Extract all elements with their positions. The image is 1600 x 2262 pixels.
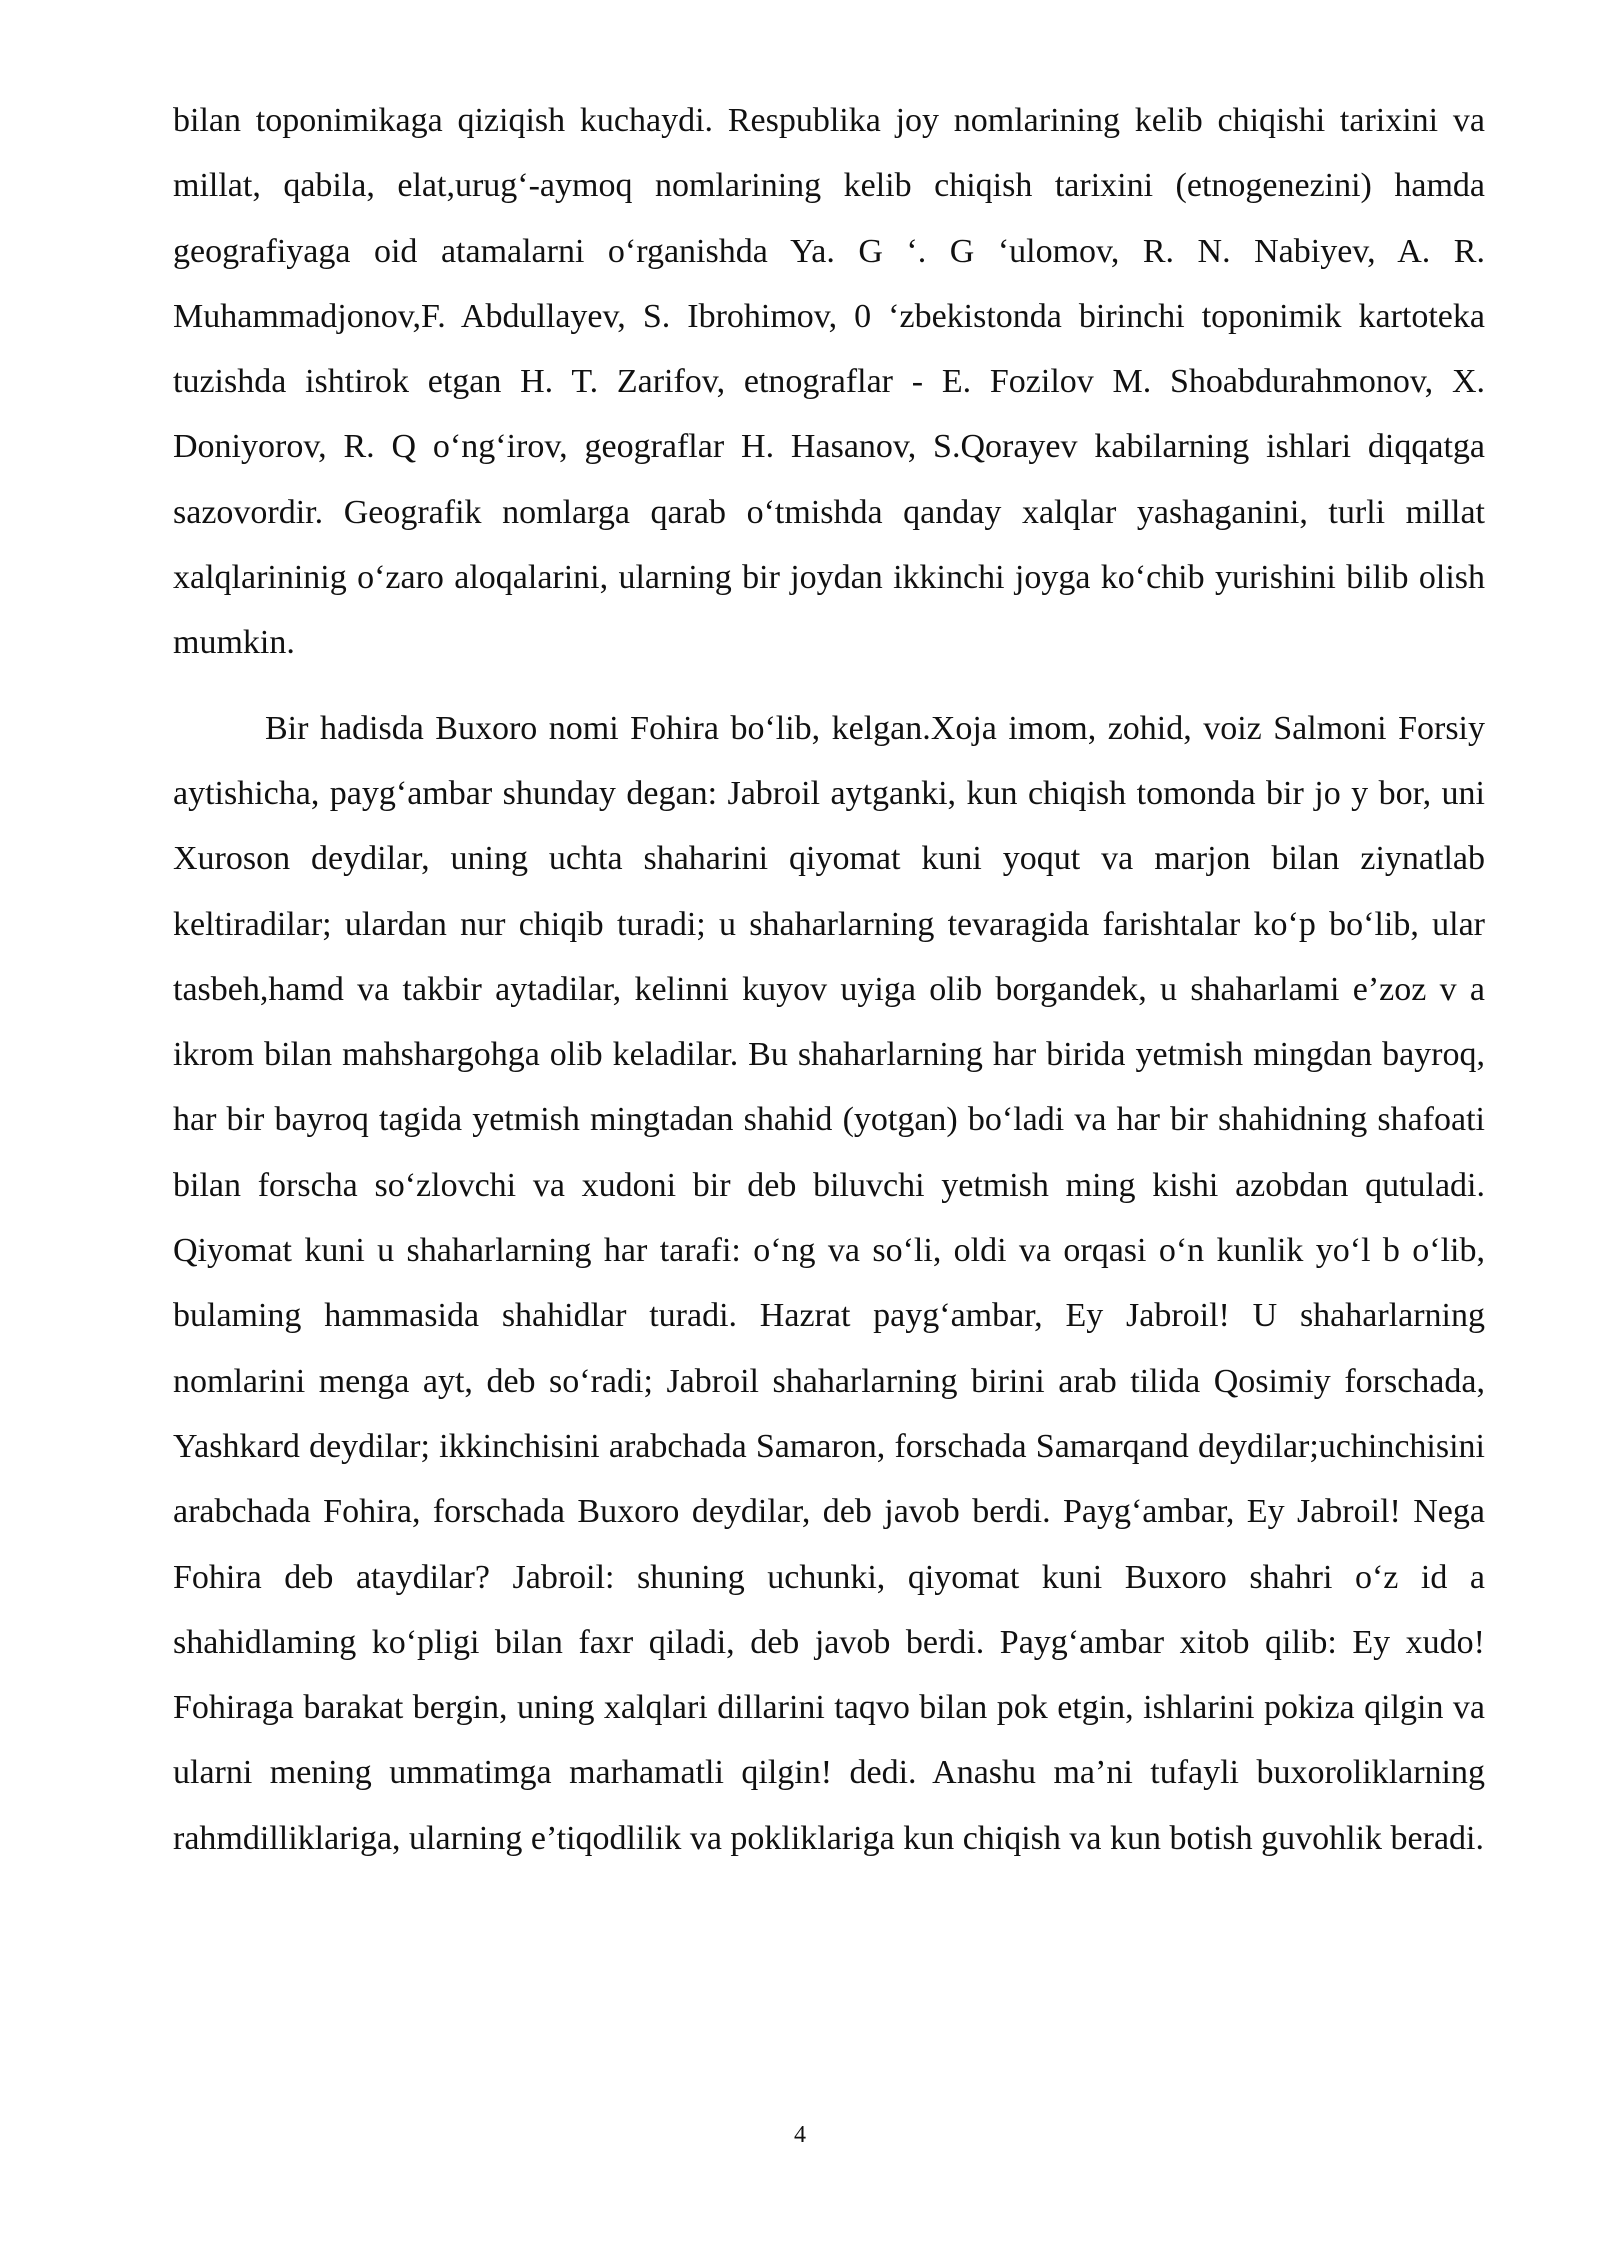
page-number: 4 xyxy=(794,2122,806,2148)
document-body xyxy=(173,88,1485,1871)
paragraph-continuation: bilan toponimikaga qiziqish kuchaydi. Respublika joy nomlarining kelib chiqishi tarixini va millat, qabila, elat,urug‘-aymoq nomlarining kelib chiqish tarixini (etnogenezini) hamda geografiyaga oid atamalarni o‘rganishda Ya. G ‘. G ‘ulomov, R. N. Nabiyev, A. R. Muhammadjonov,F. Abdullayev, S. Ibrohimov, 0 ‘zbekistonda birinchi toponimik kartoteka tuzishda ishtirok etgan H. T. Zarifov, etnograflar - E. Fozilov M. Shoabdurahmonov, X. Doniyorov, R. Q o‘ng‘irov, geograflar H. Hasanov, S.Qorayev kabilarning ishlari diqqatga sazovordir. Geografik nomlarga qarab o‘tmishda qanday xalqlar yashaganini, turli millat xalqlarininig o‘zaro aloqalarini, ularning bir joydan ikkinchi joyga ko‘chib yurishini bilib olish mumkin. xyxy=(173,102,1485,662)
paragraph-hadith: Bir hadisda Buxoro nomi Fohira bo‘lib, kelgan.Xoja imom, zohid, voiz Salmoni Forsiy aytishicha, payg‘ambar shunday degan: Jabroil aytganki, kun chiqish tomonda bir jo y bor, uni Xuroson deydilar, uning uchta shaharini qiyomat kuni yoqut va marjon bilan ziynatlab keltiradilar; ulardan nur chiqib turadi; u shaharlarning tevaragida farishtalar ko‘p bo‘lib, ular tasbeh,hamd va takbir aytadilar, kelinni kuyov uyiga olib borgandek, u shaharlami e’zoz v a ikrom bilan mahshargohga olib keladilar. Bu shaharlarning har birida yetmish mingdan bayroq, har bir bayroq tagida yetmish mingtadan shahid (yotgan) bo‘ladi va har bir shahidning shafoati bilan forscha so‘zlovchi va xudoni bir deb biluvchi yetmish ming kishi azobdan qutuladi. Qiyomat kuni u shaharlarning har tarafi: o‘ng va so‘li, oldi va orqasi o‘n kunlik yo‘l b o‘lib, bulaming hammasida shahidlar turadi. Hazrat payg‘ambar, Ey Jabroil! U shaharlarning nomlarini menga ayt, deb so‘radi; Jabroil shaharlarning birini arab tilida Qosimiy forschada, Yashkard deydilar; ikkinchisini arabchada Samaron, forschada Samarqand deydilar;uchinchisini arabchada Fohira, forschada Buxoro deydilar, deb javob berdi. Payg‘ambar, Ey Jabroil! Nega Fohira deb ataydilar? Jabroil: shuning uchunki, qiyomat kuni Buxoro shahri o‘z id a shahidlaming ko‘pligi bilan faxr qiladi, deb javob berdi. Payg‘ambar xitob qilib: Ey xudo! Fohiraga barakat bergin, uning xalqlari dillarini taqvo bilan pok etgin, ishlarini pokiza qilgin va ularni mening ummatimga marhamatli qilgin! dedi. Anashu ma’ni tufayli buxoroliklarning rahmdilliklariga, ularning e’tiqodlilik va pokliklariga kun chiqish va kun botish guvohlik beradi. xyxy=(173,709,1485,1857)
